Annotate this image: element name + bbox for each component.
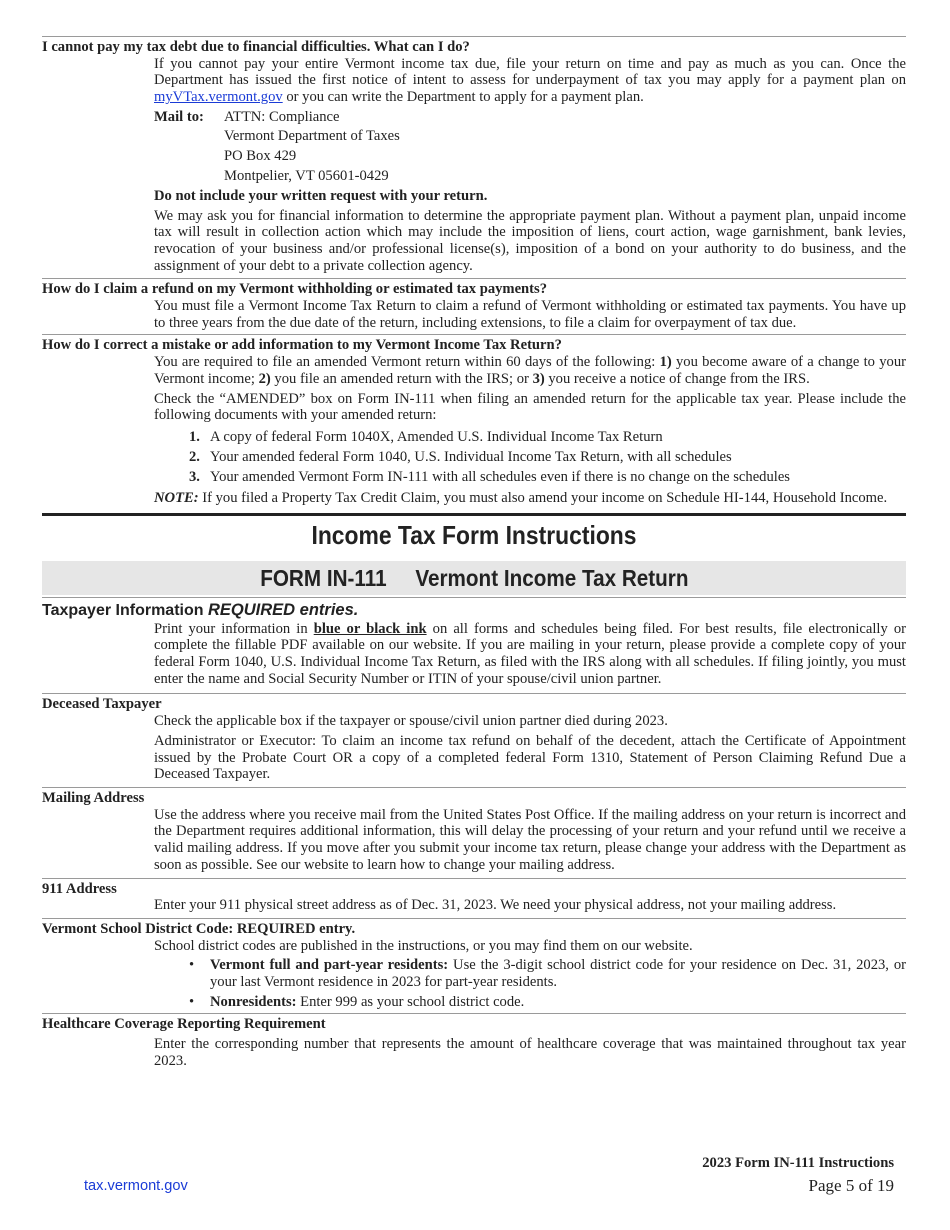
paragraph — [154, 354, 906, 387]
section-healthcare — [42, 1013, 906, 1069]
section-911-address — [42, 878, 906, 914]
text: or you can write the Department to apply for a payment plan. — [282, 89, 644, 106]
mailing-address — [224, 109, 400, 186]
paragraph: Check the applicable box if the taxpayer or spouse/civil union partner died during 2023. — [154, 713, 668, 730]
address-line: Montpelier, VT 05601-0429 — [224, 167, 389, 184]
section-taxpayer-info — [42, 597, 906, 688]
list-item — [189, 427, 906, 447]
list-item — [189, 994, 906, 1011]
bullet-text: Use the 3-digit school district code for your residence on Dec. 31, 2023, or your last Vermont residence in 2023 for part-year residents. — [210, 957, 906, 991]
section-refund — [42, 278, 906, 331]
bullet-text: Enter 999 as your school district code. — [296, 993, 525, 1010]
form-title-band — [42, 561, 906, 595]
section-amend — [42, 334, 906, 506]
note-text: If you filed a Property Tax Credit Claim, you must also amend your income on Schedule HI-144, Household Income. — [198, 489, 888, 506]
list-item — [189, 447, 906, 467]
section-title: Deceased Taxpayer — [42, 696, 162, 713]
mail-to-block — [154, 109, 906, 186]
page-heading: Income Tax Form Instructions — [311, 519, 637, 550]
paragraph: Check the “AMENDED” box on Form IN-111 when filing an amended return for the applicable tax year. Please include the following documents with your amended return: — [154, 390, 906, 424]
list-text: A copy of federal Form 1040X, Amended U.S. Individual Income Tax Return — [210, 428, 663, 445]
text: you become aware of a change to your Vermont income; — [154, 354, 906, 387]
text: If you cannot pay your entire Vermont income tax due, file your return on time and pay as much as you can. Once the Department has issued the first notice of intent to assess for underpayment of tax you may apply for a payment plan on — [154, 55, 906, 89]
paragraph: Enter the corresponding number that represents the amount of healthcare coverage that was maintained throughout tax year 2023. — [154, 1036, 906, 1069]
bold-note: Do not include your written request with your return. — [154, 187, 488, 204]
number: 1) — [659, 354, 672, 371]
question-payment-difficulties: I cannot pay my tax debt due to financial difficulties. What can I do? — [42, 39, 470, 55]
bullet-label: Vermont full and part-year residents: — [210, 957, 449, 974]
paragraph: School district codes are published in the instructions, or you may find them on our website. — [154, 937, 693, 954]
list-text: Your amended Vermont Form IN-111 with all schedules even if there is no change on the schedules — [210, 468, 790, 485]
question-amend: How do I correct a mistake or add information to my Vermont Income Tax Return? — [42, 337, 562, 354]
paragraph: We may ask you for financial information to determine the appropriate payment plan. Without a payment plan, unpaid income tax will result in collection action which may include the imposition of liens, court action, wage garnishment, bank levies, revocation of your business and/or professional license(s), imposition of a bond on your authority to do business, and the assignment of your debt to a private collection agency. — [154, 207, 906, 274]
paragraph: You must file a Vermont Income Tax Return to claim a refund of Vermont withholding or estimated tax payments. You have up to three years from the due date of the return, including extensions, to file a claim for overpayment of tax due. — [154, 298, 906, 331]
page-footer — [702, 1155, 894, 1198]
address-line: PO Box 429 — [224, 147, 297, 164]
bullet-list — [154, 957, 906, 1010]
section-deceased — [42, 693, 906, 783]
ink-emphasis: blue or black ink — [313, 620, 427, 637]
paragraph: Use the address where you receive mail from the United States Post Office. If the mailing address on your return is incorrect and the Department requires additional information, this will delay the processing of your return and your refund until we receive a valid mailing address. If you move after you submit your income tax return, please change your address with the Department as soon as possible. See our website to learn how to change your mailing address. — [154, 806, 906, 873]
section-school-district — [42, 918, 906, 1011]
text: you receive a notice of change from the IRS. — [544, 370, 810, 387]
text: You are required to file an amended Vermont return within 60 days of the following: — [154, 354, 660, 371]
section-title: Healthcare Coverage Reporting Requirement — [42, 1016, 326, 1033]
list-text: Your amended federal Form 1040, U.S. Individual Income Tax Return, with all schedules — [210, 448, 732, 465]
mail-to-label: Mail to: — [154, 108, 204, 125]
form-title: FORM IN-111 Vermont Income Tax Return — [259, 564, 689, 591]
address-line: Vermont Department of Taxes — [224, 127, 400, 144]
paragraph — [154, 621, 906, 688]
title-text: Taxpayer Information — [42, 601, 208, 619]
footer-website[interactable]: tax.vermont.gov — [84, 1178, 188, 1194]
footer-form-label: 2023 Form IN-111 Instructions — [702, 1155, 894, 1171]
divider — [42, 513, 906, 516]
number: 2) — [258, 370, 271, 387]
text: on all forms and schedules being filed. For best results, file electronically or complete the fillable PDF available on our website. If you are mailing in your return, please provide a complete copy of your federal Form 1040, U.S. Individual Income Tax Return, as filed with the IRS along with all schedules. If filing jointly, you must enter the name and Social Security Number or ITIN of your spouse/civil union partner. — [154, 620, 906, 687]
question-refund: How do I claim a refund on my Vermont withholding or estimated tax payments? — [42, 281, 547, 298]
section-title: 911 Address — [42, 880, 117, 897]
paragraph: Administrator or Executor: To claim an income tax refund on behalf of the decedent, attach the Certificate of Appointment issued by the Probate Court OR a copy of a completed federal Form 1310, Statement of Person Claiming Refund Due a Deceased Taxpayer. — [154, 732, 906, 783]
section-mailing-address — [42, 787, 906, 874]
list-item — [189, 957, 906, 990]
bullet-label: Nonresidents: — [210, 993, 297, 1010]
text: Print your information in — [154, 620, 314, 637]
address-line: ATTN: Compliance — [224, 108, 340, 125]
required-text: REQUIRED entries. — [207, 600, 359, 619]
paragraph: Enter your 911 physical street address as of Dec. 31, 2023. We need your physical address, not your mailing address. — [154, 897, 837, 914]
list-number: 3. — [189, 468, 200, 485]
document-page — [42, 36, 906, 1073]
section-title: Mailing Address — [42, 789, 145, 806]
note — [154, 490, 906, 507]
page-number: Page 5 of 19 — [808, 1176, 894, 1195]
text: you file an amended return with the IRS; or — [270, 370, 533, 387]
section-title — [42, 600, 906, 621]
list-item — [189, 467, 906, 487]
myvtax-link[interactable]: myVTax.vermont.gov — [154, 89, 283, 106]
list-number: 1. — [189, 428, 200, 445]
list-number: 2. — [189, 448, 200, 465]
note-label: NOTE: — [154, 489, 199, 506]
section-payment-difficulties — [42, 36, 906, 274]
number: 3) — [532, 370, 545, 387]
document-list — [154, 427, 906, 487]
section-title: Vermont School District Code: REQUIRED entry. — [42, 920, 356, 937]
paragraph — [154, 56, 906, 106]
